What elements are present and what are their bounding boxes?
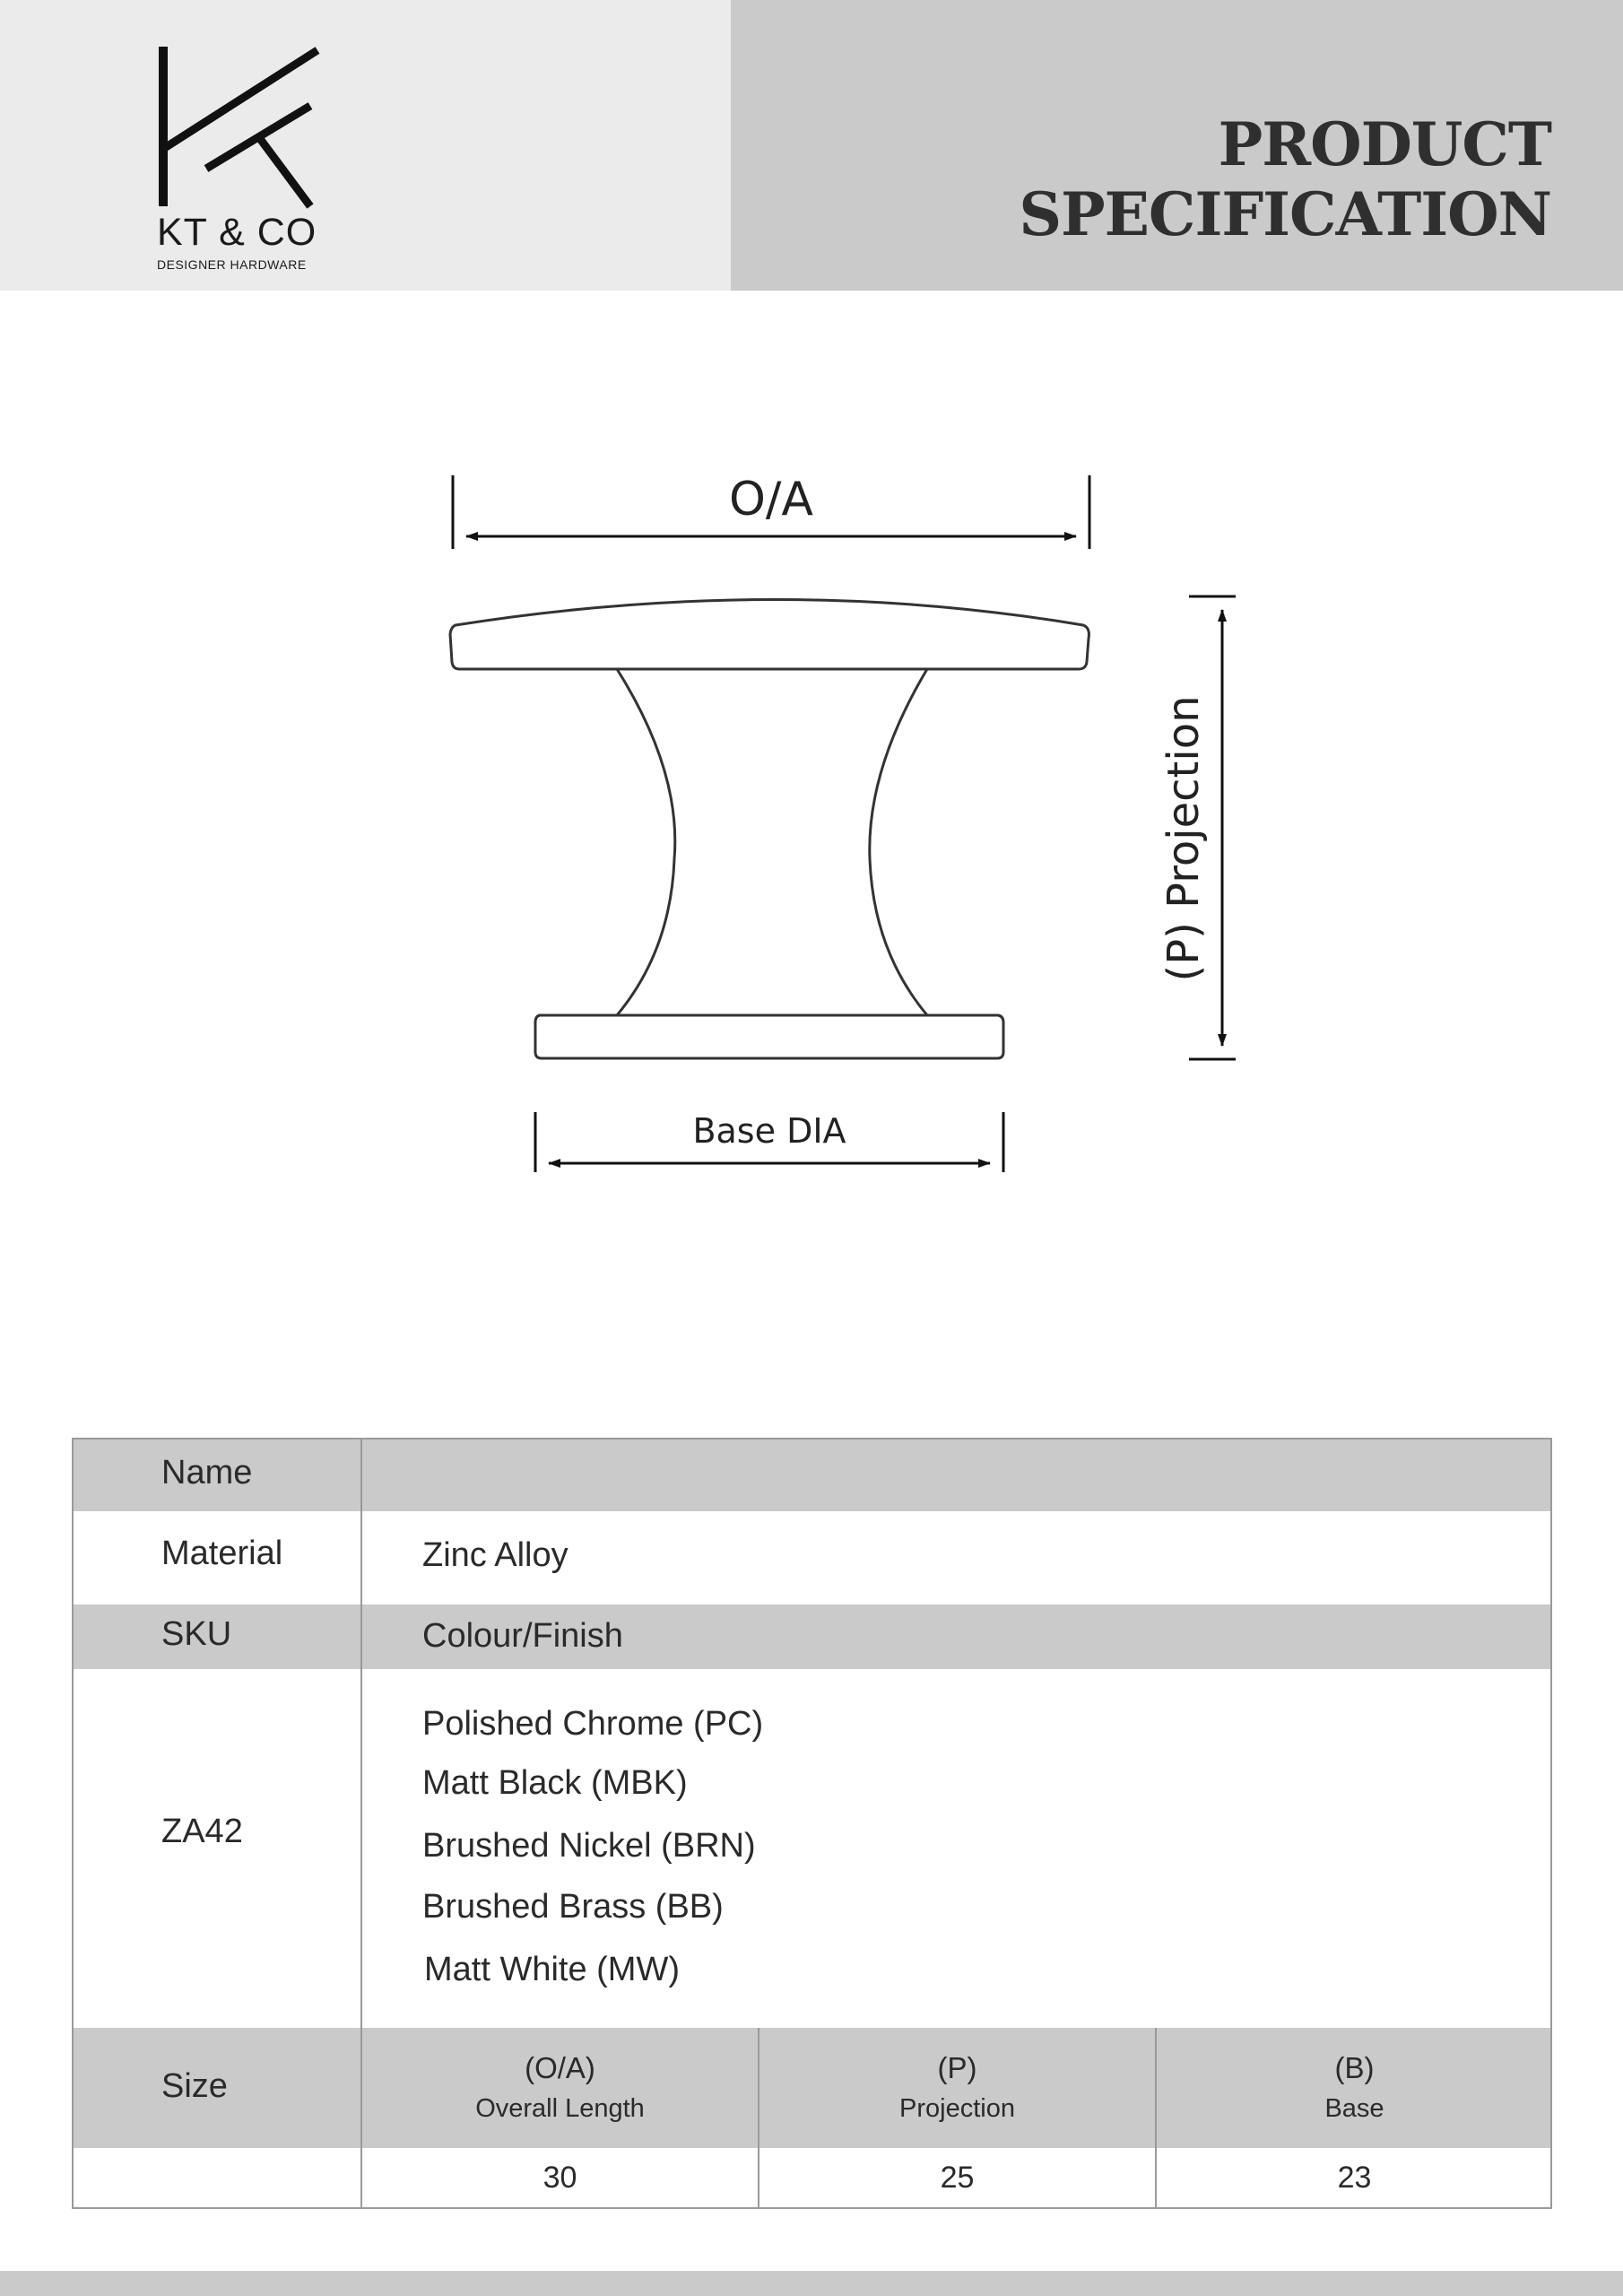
- list-item: Matt Black (MBK): [422, 1764, 688, 1802]
- header-logo-panel: [0, 0, 731, 291]
- table-row-finishes: [74, 1669, 1550, 2028]
- column-divider: [1155, 2028, 1157, 2209]
- sku-label: SKU: [161, 1615, 232, 1653]
- projection-dimension: [1159, 596, 1236, 1059]
- list-item: Matt White (MW): [424, 1951, 680, 1988]
- projection-label: (P) Projection: [1159, 695, 1209, 982]
- size-abbr: (O/A): [525, 2051, 595, 2084]
- column-divider: [758, 2028, 759, 2209]
- brand-name: KT & CO: [157, 211, 317, 254]
- size-col-base: [1157, 2051, 1552, 2124]
- sku-value: ZA42: [161, 1813, 243, 1850]
- finish-header: Colour/Finish: [422, 1617, 623, 1655]
- name-label: Name: [161, 1454, 253, 1492]
- column-divider: [360, 1439, 362, 2207]
- material-value: Zinc Alloy: [422, 1536, 568, 1574]
- table-row-size-values: [74, 2148, 1550, 2209]
- size-abbr: (P): [937, 2051, 977, 2084]
- list-item: Brushed Nickel (BRN): [422, 1827, 756, 1865]
- size-name: Base: [1324, 2094, 1384, 2123]
- size-name: Overall Length: [475, 2094, 645, 2123]
- knob-dimension-diagram: [0, 291, 1623, 1187]
- brand-logo-icon: [151, 43, 330, 213]
- size-value-projection: 25: [940, 2161, 975, 2195]
- base-diameter-dimension: [535, 1111, 1003, 1172]
- size-col-overall-length: [362, 2051, 758, 2124]
- size-name: Projection: [899, 2094, 1015, 2123]
- list-item: Brushed Brass (BB): [422, 1888, 724, 1926]
- table-row-name: [74, 1439, 1550, 1511]
- size-abbr: (B): [1334, 2051, 1375, 2084]
- size-label: Size: [161, 2067, 228, 2105]
- list-item: Polished Chrome (PC): [422, 1705, 764, 1743]
- overall-length-dimension: [453, 473, 1089, 549]
- table-row-sku-header: [74, 1605, 1550, 1669]
- size-value-overall-length: 30: [542, 2161, 577, 2195]
- specification-table: [72, 1438, 1552, 2209]
- footer-bar: [0, 2271, 1623, 2296]
- knob-outline: [450, 600, 1089, 1059]
- size-value-base: 23: [1337, 2161, 1372, 2195]
- header-title-panel: [731, 0, 1623, 291]
- table-row-material: [74, 1511, 1550, 1605]
- overall-length-label: O/A: [728, 473, 814, 526]
- base-diameter-label: Base DIA: [692, 1111, 846, 1151]
- brand-tagline: DESIGNER HARDWARE: [157, 257, 307, 272]
- material-label: Material: [161, 1535, 283, 1572]
- size-col-projection: [759, 2051, 1155, 2124]
- page-title: PRODUCT SPECIFICATION: [1019, 109, 1551, 249]
- table-row-size-header: [74, 2028, 1550, 2148]
